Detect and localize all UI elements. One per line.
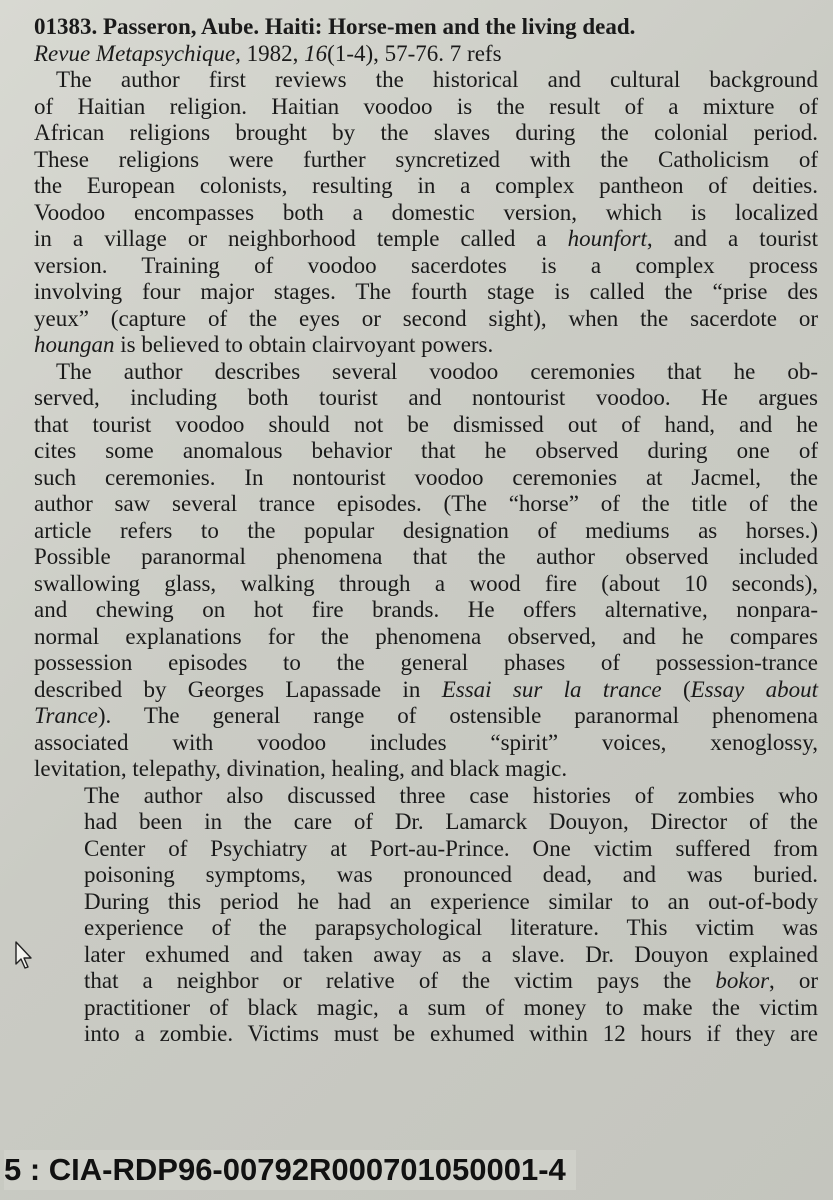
entry-header — [34, 14, 818, 41]
citation-volume: 16 — [304, 40, 328, 66]
italic-title: Essay about — [690, 676, 818, 702]
text-line: The author first reviews the historical and cultural background — [56, 67, 818, 92]
text-line — [34, 677, 818, 704]
mouse-pointer-icon — [14, 940, 34, 970]
citation-pages: (1-4), 57-76. 7 refs — [327, 40, 502, 66]
text-line — [34, 332, 818, 359]
text-run: , and a tourist — [646, 226, 818, 251]
entry-title: Passeron, Aube. Haiti: Horse-men and the living dead. — [103, 14, 636, 39]
citation-year: 1982, — [240, 40, 305, 66]
text-line: such ceremonies. In nontourist voodoo ceremonies at Jacmel, the — [34, 464, 818, 490]
text-line: poisoning symptoms, was pronounced dead, and was buried. — [84, 862, 818, 887]
text-line: the European colonists, resulting in a complex pantheon of deities. — [34, 173, 818, 198]
text-line: served, including both tourist and nontourist voodoo. He argues — [34, 385, 818, 410]
text-line — [34, 703, 818, 730]
text-line: practitioner of black magic, a sum of money to make the victim — [84, 994, 818, 1020]
text-run: that a neighbor or relative of the victim pays the — [84, 968, 716, 993]
abstract-entry — [34, 14, 818, 1048]
text-line: Possible paranormal phenomena that the author observed included — [34, 544, 818, 569]
text-line: Voodoo encompasses both a domestic version, which is localized — [34, 199, 818, 225]
text-line: These religions were further syncretized with the Catholicism of — [34, 146, 818, 172]
text-line: normal explanations for the phenomena observed, and he compares — [34, 623, 818, 649]
text-line: possession episodes to the general phases of possession-trance — [34, 650, 818, 675]
text-line: involving four major stages. The fourth stage is called the “prise des — [34, 279, 818, 304]
entry-number: 01383. — [34, 14, 98, 39]
italic-term: bokor — [715, 968, 770, 993]
text-run: is believed to obtain clairvoyant powers. — [114, 332, 494, 357]
text-line: and chewing on hot fire brands. He offers alternative, nonpara- — [34, 597, 818, 622]
text-line: had been in the care of Dr. Lamarck Douyon, Director of the — [84, 809, 818, 834]
text-run: described by Georges Lapassade in — [34, 676, 442, 702]
text-line: levitation, telepathy, divination, healing, and black magic. — [34, 756, 568, 781]
italic-term: houngan — [34, 332, 115, 357]
text-line: article refers to the popular designation of mediums as horses.) — [34, 517, 818, 543]
text-line: The author describes several voodoo ceremonies that he ob- — [56, 358, 818, 384]
italic-title: Trance — [34, 703, 98, 728]
text-line: associated with voodoo includes “spirit” voices, xenoglossy, — [34, 729, 818, 755]
text-run: in a village or neighborhood temple called a — [34, 226, 568, 251]
text-run: ). The general range of ostensible paranormal phenomena — [97, 703, 818, 728]
text-line: of Haitian religion. Haitian voodoo is the result of a mixture of — [34, 93, 818, 119]
journal-name: Revue Metapsychique, — [34, 40, 241, 66]
text-run: ( — [661, 676, 691, 702]
text-line: author saw several trance episodes. (The “horse” of the title of the — [34, 491, 818, 516]
text-line: cites some anomalous behavior that he observed during one of — [34, 438, 818, 463]
text-line: version. Training of voodoo sacerdotes is a complex process — [34, 252, 818, 278]
text-line: swallowing glass, walking through a wood fire (about 10 seconds), — [34, 570, 818, 596]
text-line: into a zombie. Victims must be exhumed within 12 hours if they are — [84, 1021, 818, 1046]
text-run: , or — [769, 968, 818, 993]
text-line — [34, 226, 818, 253]
text-line — [34, 968, 818, 995]
text-line: During this period he had an experience similar to an out-of-body — [84, 888, 818, 914]
text-line: African religions brought by the slaves during the colonial period. — [34, 120, 818, 145]
text-line: The author also discussed three case histories of zombies who — [84, 782, 818, 808]
text-line: Center of Psychiatry at Port-au-Prince. One victim suffered from — [84, 835, 818, 861]
citation-line — [34, 41, 818, 68]
italic-term: hounfort — [567, 226, 647, 251]
text-line: experience of the parapsychological literature. This victim was — [84, 915, 818, 940]
document-id: 5 : CIA-RDP96-00792R000701050001-4 — [4, 1150, 576, 1190]
text-line: that tourist voodoo should not be dismissed out of hand, and he — [34, 411, 818, 437]
italic-title: Essai sur la trance — [441, 676, 662, 702]
text-line: yeux” (capture of the eyes or second sight), when the sacerdote or — [34, 305, 818, 331]
text-line: later exhumed and taken away as a slave. Dr. Douyon explained — [84, 941, 818, 967]
